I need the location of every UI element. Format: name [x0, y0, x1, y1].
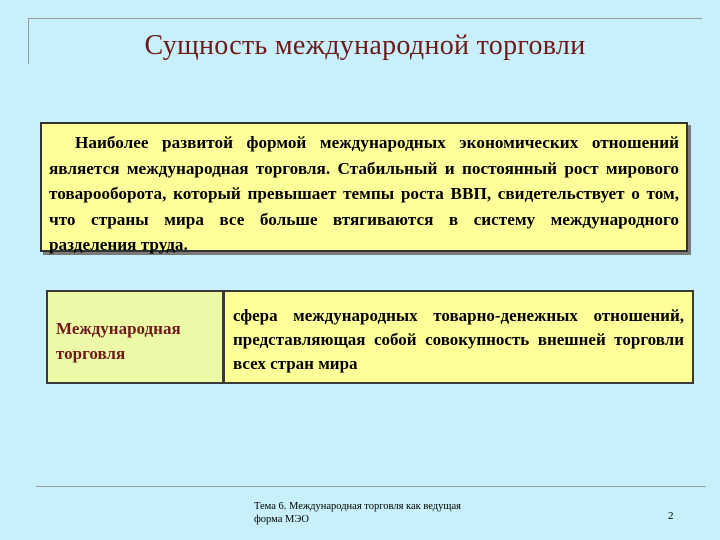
footer-divider: [36, 486, 706, 487]
frame-line-top: [28, 18, 702, 19]
intro-paragraph-box: Наиболее развитой формой международных экономических отношений является международная торговля. Стабильный и постоянный рост мирового товарооборота, который превышает темпы роста ВВП, свидетельствует о том, что страны мира все больше втягиваются в систему международного разделения труда.: [40, 122, 688, 252]
slide-title: Сущность международной торговли: [144, 30, 586, 61]
frame-line-left: [28, 18, 29, 64]
footer-topic: Тема 6. Международная торговля как ведущая форма МЭО: [254, 501, 461, 525]
term-label: Международная торговля: [56, 319, 181, 363]
page-number: 2: [668, 510, 674, 522]
term-box: [46, 290, 224, 384]
definition-text: сфера международных товарно-денежных отношений, представляющая собой совокупность внешней торговли всех стран мира: [233, 306, 684, 373]
definition-box: [224, 290, 694, 384]
